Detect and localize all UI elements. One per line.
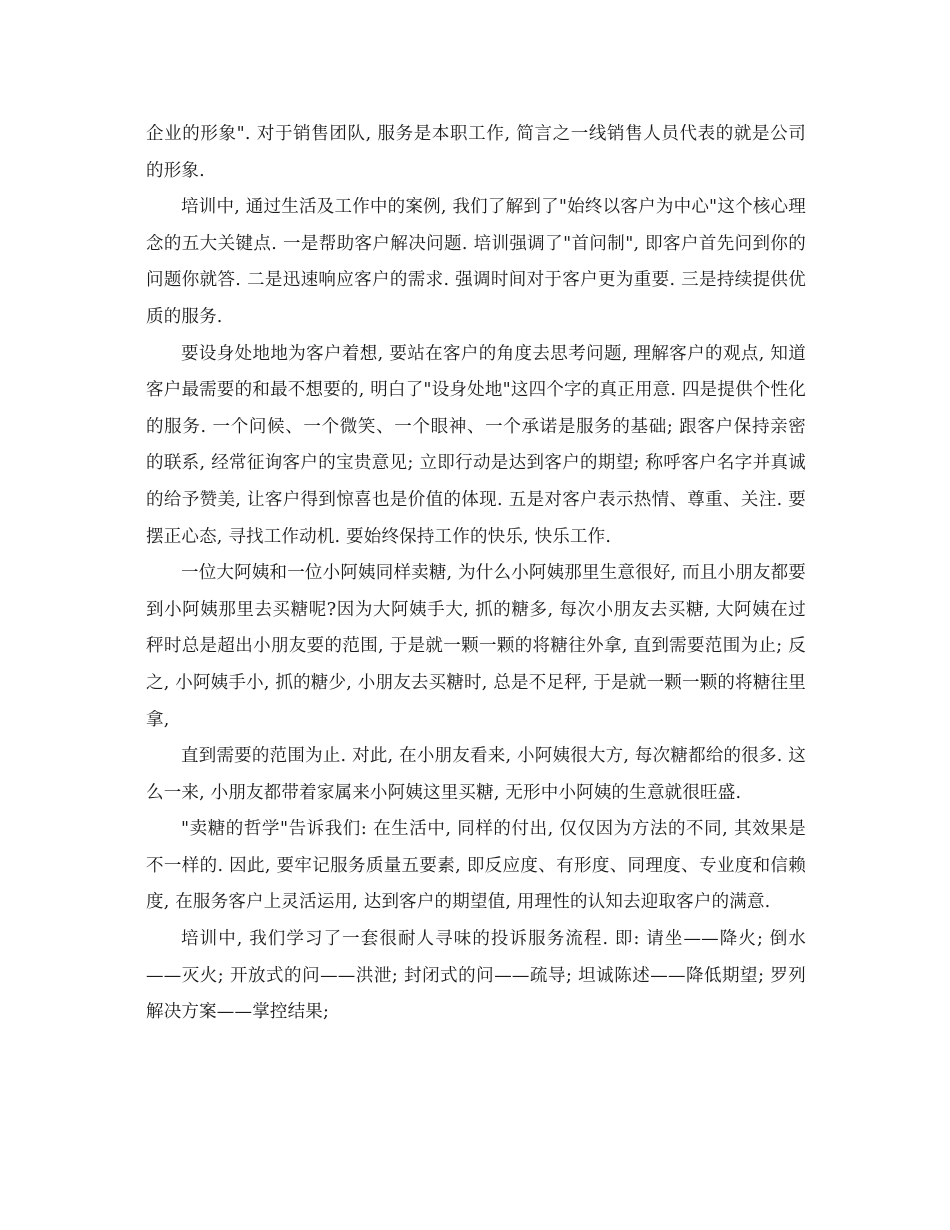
paragraph-7: 培训中, 我们学习了一套很耐人寻味的投诉服务流程. 即: 请坐——降火; 倒水——灭火; 开放式的问——洪泄; 封闭式的问——疏导; 坦诚陈述——降低期望; 罗列解决方案——掌控结果; (146, 929, 806, 1023)
paragraph-5: 直到需要的范围为止. 对此, 在小朋友看来, 小阿姨很大方, 每次糖都给的很多. 这么一来, 小朋友都带着家属来小阿姨这里买糖, 无形中小阿姨的生意就很旺盛. (146, 746, 806, 803)
document-body (146, 116, 806, 1031)
paragraph-4: 一位大阿姨和一位小阿姨同样卖糖, 为什么小阿姨那里生意很好, 而且小朋友都要到小阿姨那里去买糖呢?因为大阿姨手大, 抓的糖多, 每次小朋友去买糖, 大阿姨在过秤时总是超出小朋友要的范围, 于是就一颗一颗的将糖往外拿, 直到需要范围为止; 反之, 小阿姨手小, 抓的糖少, 小朋友去买糖时, 总是不足秤, 于是就一颗一颗的将糖往里拿, (146, 563, 806, 730)
paragraph-1: 企业的形象". 对于销售团队, 服务是本职工作, 简言之一线销售人员代表的就是公司的形象. (146, 124, 806, 181)
paragraph-3: 要设身处地地为客户着想, 要站在客户的角度去思考问题, 理解客户的观点, 知道客户最需要的和最不想要的, 明白了"设身处地"这四个字的真正用意. 四是提供个性化的服务. 一个问候、一个微笑、一个眼神、一个承诺是服务的基础; 跟客户保持亲密的联系, 经常征询客户的宝贵意见; 立即行动是达到客户的期望; 称呼客户名字并真诚的给予赞美, 让客户得到惊喜也是价值的体现. 五是对客户表示热情、尊重、关注. 要摆正心态, 寻找工作动机. 要始终保持工作的快乐, 快乐工作. (146, 343, 806, 547)
paragraph-2: 培训中, 通过生活及工作中的案例, 我们了解到了"始终以客户为中心"这个核心理念的五大关键点. 一是帮助客户解决问题. 培训强调了"首问制", 即客户首先问到你的问题你就答. 二是迅速响应客户的需求. 强调时间对于客户更为重要. 三是持续提供优质的服务. (146, 197, 806, 327)
paragraph-6: "卖糖的哲学"告诉我们: 在生活中, 同样的付出, 仅仅因为方法的不同, 其效果是不一样的. 因此, 要牢记服务质量五要素, 即反应度、有形度、同理度、专业度和信赖度, 在服务客户上灵活运用, 达到客户的期望值, 用理性的认知去迎取客户的满意. (146, 819, 806, 913)
